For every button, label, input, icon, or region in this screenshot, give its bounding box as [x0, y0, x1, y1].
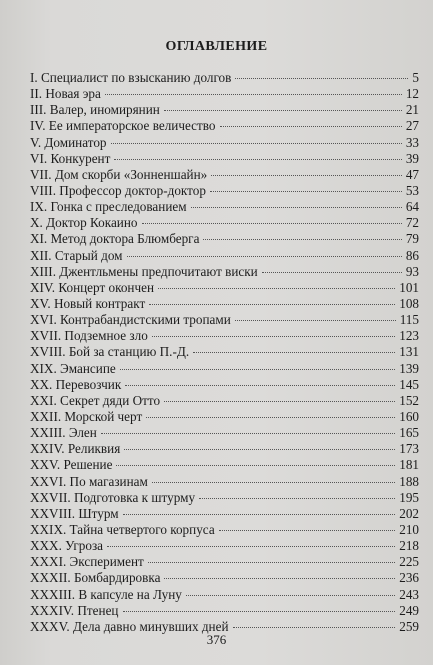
- toc-entry-page: 202: [399, 505, 419, 521]
- toc-entry: [30, 522, 419, 538]
- toc-entry: [30, 151, 419, 167]
- toc-entry-title: XX. Перевозчик: [30, 376, 122, 392]
- toc-entry: [30, 554, 419, 570]
- toc-entry: [30, 86, 419, 102]
- dot-leader: [114, 159, 401, 160]
- toc-entry-page: 259: [399, 618, 419, 634]
- toc-entry: [30, 474, 419, 490]
- toc-entry-title: IV. Ее императорское величество: [30, 118, 216, 134]
- toc-entry: [30, 183, 419, 199]
- toc-entry-title: VIII. Профессор доктор-доктор: [30, 182, 206, 198]
- toc-entry-page: 12: [405, 86, 419, 102]
- toc-entry-title: XVII. Подземное зло: [30, 328, 148, 344]
- toc-entry-title: XXIX. Тайна четвертого корпуса: [30, 521, 215, 537]
- toc-entry-page: 72: [405, 215, 419, 231]
- dot-leader: [219, 530, 396, 531]
- toc-entry-title: X. Доктор Кокаино: [30, 215, 138, 231]
- toc-entry-title: V. Доминатор: [30, 134, 107, 150]
- toc-entry-page: 86: [405, 247, 419, 263]
- dot-leader: [235, 320, 396, 321]
- toc-entry-page: 108: [399, 295, 419, 311]
- toc-entry-title: XXXI. Эксперимент: [30, 554, 144, 570]
- toc-entry-title: XIV. Концерт окончен: [30, 279, 155, 295]
- dot-leader: [123, 514, 396, 515]
- toc-entry: [30, 603, 419, 619]
- toc-entry: [30, 344, 419, 360]
- toc-entry-title: XXI. Секрет дяди Отто: [30, 392, 161, 408]
- toc-entry: [30, 457, 419, 473]
- toc-entry-page: 115: [399, 312, 419, 328]
- page-title: ОГЛАВЛЕНИЕ: [165, 39, 268, 54]
- page-number: 376: [206, 632, 227, 647]
- toc-entry-title: XIX. Эмансипе: [30, 360, 116, 376]
- toc-entry: [30, 312, 419, 328]
- toc-entry-page: 145: [399, 376, 419, 392]
- toc-entry-page: 27: [405, 118, 419, 134]
- toc-entry: [30, 215, 419, 231]
- toc-entry: [30, 393, 419, 409]
- toc-entry-title: IX. Гонка с преследованием: [30, 199, 187, 215]
- dot-leader: [203, 239, 401, 240]
- dot-leader: [158, 288, 395, 289]
- toc-entry-page: 5: [412, 70, 419, 85]
- toc-entry-title: VII. Дом скорби «Зонненшайн»: [30, 166, 208, 182]
- dot-leader: [125, 385, 395, 386]
- dot-leader: [142, 223, 402, 224]
- toc-entry: [30, 135, 419, 151]
- dot-leader: [116, 465, 395, 466]
- toc-entry-title: XXIII. Элен: [30, 425, 97, 441]
- toc-entry-page: 160: [399, 408, 419, 424]
- toc-entry-title: XXXV. Дела давно минувших дней: [30, 618, 229, 634]
- dot-leader: [152, 482, 395, 483]
- toc-entry-page: 249: [399, 602, 419, 618]
- toc-entry-page: 181: [399, 457, 419, 473]
- toc-entry: [30, 361, 419, 377]
- toc-entry-page: 101: [399, 279, 419, 295]
- toc-entry: [30, 506, 419, 522]
- dot-leader: [186, 595, 395, 596]
- toc-entry: [30, 587, 419, 603]
- toc-entry-title: XXXIII. В капсуле на Луну: [30, 586, 182, 602]
- toc-entry: [30, 441, 419, 457]
- toc-entry-title: XXXII. Бомбардировка: [30, 570, 161, 586]
- toc-entry-title: I. Специалист по взысканию долгов: [30, 70, 232, 85]
- toc-entry: [30, 199, 419, 215]
- toc-entry-page: 64: [405, 199, 419, 215]
- dot-leader: [199, 498, 395, 499]
- toc-entry: [30, 570, 419, 586]
- toc-entry-page: 139: [399, 360, 419, 376]
- dot-leader: [164, 110, 402, 111]
- dot-leader: [105, 94, 402, 95]
- toc-entry-page: 195: [399, 489, 419, 505]
- dot-leader: [191, 207, 402, 208]
- dot-leader: [164, 578, 395, 579]
- toc-entry-page: 123: [399, 328, 419, 344]
- toc-entry: [30, 248, 419, 264]
- dot-leader: [101, 433, 395, 434]
- toc-entry-title: XXVI. По магазинам: [30, 473, 148, 489]
- toc-entry-page: 165: [399, 425, 419, 441]
- toc-entry-title: XXVII. Подготовка к штурму: [30, 489, 196, 505]
- toc-entry-title: XIII. Джентльмены предпочитают виски: [30, 263, 258, 279]
- toc-entry: [30, 377, 419, 393]
- toc-entry-page: 236: [399, 570, 419, 586]
- toc-entry-title: XXX. Угроза: [30, 538, 104, 554]
- dot-leader: [220, 126, 402, 127]
- toc-entry-title: XII. Старый дом: [30, 247, 123, 263]
- toc-entry-title: XV. Новый контракт: [30, 295, 146, 311]
- toc-entry-page: 21: [405, 102, 419, 118]
- dot-leader: [123, 611, 396, 612]
- toc-entry: [30, 280, 419, 296]
- toc-entry-title: XVIII. Бой за станцию П.-Д.: [30, 344, 190, 360]
- dot-leader: [164, 401, 395, 402]
- toc-entry-page: 53: [405, 182, 419, 198]
- toc-entry: [30, 328, 419, 344]
- toc-entry-page: 218: [399, 538, 419, 554]
- toc-entry: [30, 409, 419, 425]
- toc-entry-title: XXVIII. Штурм: [30, 505, 119, 521]
- toc-entry-title: XXIV. Реликвия: [30, 441, 121, 457]
- toc-entry-title: VI. Конкурент: [30, 150, 111, 166]
- toc-entry-page: 152: [399, 392, 419, 408]
- toc-entry-page: 131: [399, 344, 419, 360]
- toc-entry: [30, 264, 419, 280]
- toc-entry-title: XVI. Контрабандистскими тропами: [30, 312, 231, 328]
- toc-entry: [30, 231, 419, 247]
- dot-leader: [210, 191, 402, 192]
- dot-leader: [124, 449, 395, 450]
- dot-leader: [127, 256, 402, 257]
- toc-entry-page: 225: [399, 554, 419, 570]
- toc-entry: [30, 70, 419, 86]
- dot-leader: [211, 175, 402, 176]
- toc-entry-page: 39: [405, 150, 419, 166]
- dot-leader: [146, 417, 395, 418]
- dot-leader: [193, 352, 395, 353]
- toc-entry-title: XXV. Решение: [30, 457, 113, 473]
- toc-entry-page: 243: [399, 586, 419, 602]
- dot-leader: [148, 562, 395, 563]
- toc-entry-page: 188: [399, 473, 419, 489]
- dot-leader: [107, 546, 395, 547]
- dot-leader: [235, 78, 408, 79]
- dot-leader: [152, 336, 395, 337]
- dot-leader: [262, 272, 402, 273]
- toc-entry-page: 210: [399, 521, 419, 537]
- dot-leader: [149, 304, 395, 305]
- toc-entry: [30, 296, 419, 312]
- toc-entry-page: 93: [405, 263, 419, 279]
- toc-entry-title: XXII. Морской черт: [30, 408, 143, 424]
- toc-entry-page: 33: [405, 134, 419, 150]
- dot-leader: [233, 627, 396, 628]
- toc-entry-title: II. Новая эра: [30, 86, 101, 102]
- toc-entry-title: XI. Метод доктора Блюмберга: [30, 231, 200, 247]
- toc-entry: [30, 118, 419, 134]
- toc-entry: [30, 425, 419, 441]
- table-of-contents: [30, 70, 419, 635]
- dot-leader: [111, 143, 402, 144]
- toc-entry-title: XXXIV. Птенец: [30, 602, 119, 618]
- toc-entry: [30, 102, 419, 118]
- toc-entry: [30, 490, 419, 506]
- toc-entry-page: 79: [405, 231, 419, 247]
- toc-entry-page: 47: [405, 166, 419, 182]
- toc-entry-page: 173: [399, 441, 419, 457]
- toc-entry: [30, 167, 419, 183]
- toc-entry-title: III. Валер, иномирянин: [30, 102, 160, 118]
- dot-leader: [120, 369, 395, 370]
- toc-entry: [30, 538, 419, 554]
